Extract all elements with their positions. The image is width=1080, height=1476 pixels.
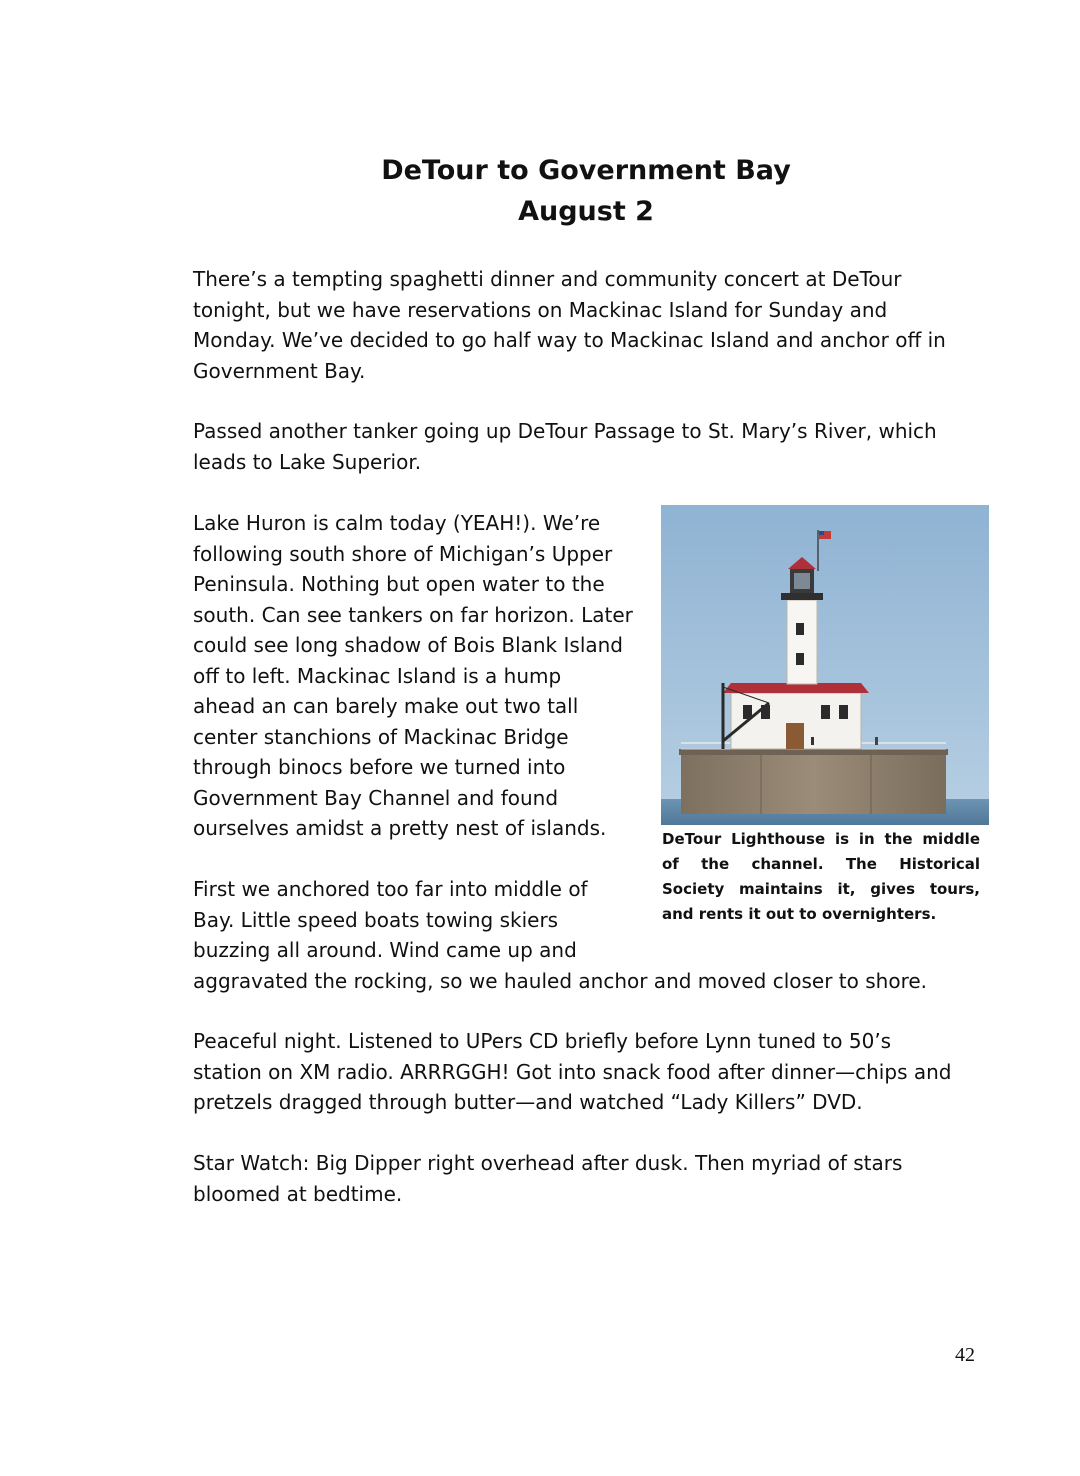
text-line: ahead an can barely make out two tall <box>193 694 579 718</box>
page-title: DeTour to Government Bay <box>381 155 791 186</box>
text-line: Lake Huron is calm today (YEAH!). We’re <box>193 511 601 535</box>
text-line: center stanchions of Mackinac Bridge <box>193 724 569 749</box>
door <box>786 723 804 749</box>
text-line: First we anchored too far into middle of <box>193 877 588 901</box>
text-line: Peninsula. Nothing but open water to the <box>193 572 605 596</box>
text-line: following south shore of Michigan’s Upper <box>193 541 613 566</box>
caption-line: Society maintains it, gives tours, <box>662 880 980 898</box>
text-line: There’s a tempting spaghetti dinner and community concert at DeTour <box>193 267 902 291</box>
text-line: pretzels dragged through butter—and watched “Lady Killers” DVD. <box>193 1090 863 1114</box>
text-line: tonight, but we have reservations on Mackinac Island for Sunday and <box>193 297 888 322</box>
tower-window <box>796 623 804 635</box>
caption-line: of the channel. The Historical <box>662 855 980 873</box>
text-line: ourselves amidst a pretty nest of islands. <box>193 816 607 840</box>
page-subtitle-date: August 2 <box>518 196 654 227</box>
paragraph-lake-huron <box>193 508 633 844</box>
text-line: Peaceful night. Listened to UPers CD briefly before Lynn tuned to 50’s <box>193 1029 892 1053</box>
text-line: buzzing all around. Wind came up and <box>193 938 577 962</box>
pier-top-edge <box>679 749 948 755</box>
text-line: Government Bay. <box>193 358 366 383</box>
text-line: through binocs before we turned into <box>193 755 566 779</box>
flag-canton <box>819 531 824 535</box>
person <box>875 737 878 745</box>
pier-crib <box>681 752 946 814</box>
text-line: could see long shadow of Bois Blank Island <box>193 633 623 657</box>
page-number: 42 <box>955 1344 975 1366</box>
lighthouse-photo <box>661 505 989 825</box>
caption-line: DeTour Lighthouse is in the middle <box>662 830 980 848</box>
text-line: bloomed at bedtime. <box>193 1181 403 1206</box>
text-line: station on XM radio. ARRRGGH! Got into snack food after dinner—chips and <box>193 1059 952 1084</box>
person <box>811 737 814 745</box>
text-line: Government Bay Channel and found <box>193 785 559 810</box>
caption-line: and rents it out to overnighters. <box>662 905 937 923</box>
lighthouse-tower <box>787 600 817 684</box>
text-line: south. Can see tankers on far horizon. Later <box>193 602 633 627</box>
paragraph-tanker <box>193 416 937 477</box>
paragraph-intro <box>193 264 946 386</box>
window <box>839 705 848 719</box>
text-line: aggravated the rocking, so we hauled anchor and moved closer to shore. <box>193 968 928 993</box>
text-line: off to left. Mackinac Island is a hump <box>193 663 562 688</box>
paragraph-night <box>193 1026 951 1118</box>
text-line: Passed another tanker going up DeTour Passage to St. Mary’s River, which <box>193 419 937 443</box>
lantern-glass <box>794 573 810 589</box>
text-line: Monday. We’ve decided to go half way to Mackinac Island and anchor off in <box>193 328 946 352</box>
text-line: leads to Lake Superior. <box>193 449 422 474</box>
window <box>821 705 830 719</box>
text-line: Bay. Little speed boats towing skiers <box>193 907 559 932</box>
tower-window <box>796 653 804 665</box>
paragraph-star-watch <box>193 1148 902 1209</box>
photo-caption <box>662 827 980 927</box>
lighthouse-illustration <box>661 505 989 825</box>
gallery <box>781 593 823 600</box>
text-line: Star Watch: Big Dipper right overhead after dusk. Then myriad of stars <box>193 1151 903 1175</box>
